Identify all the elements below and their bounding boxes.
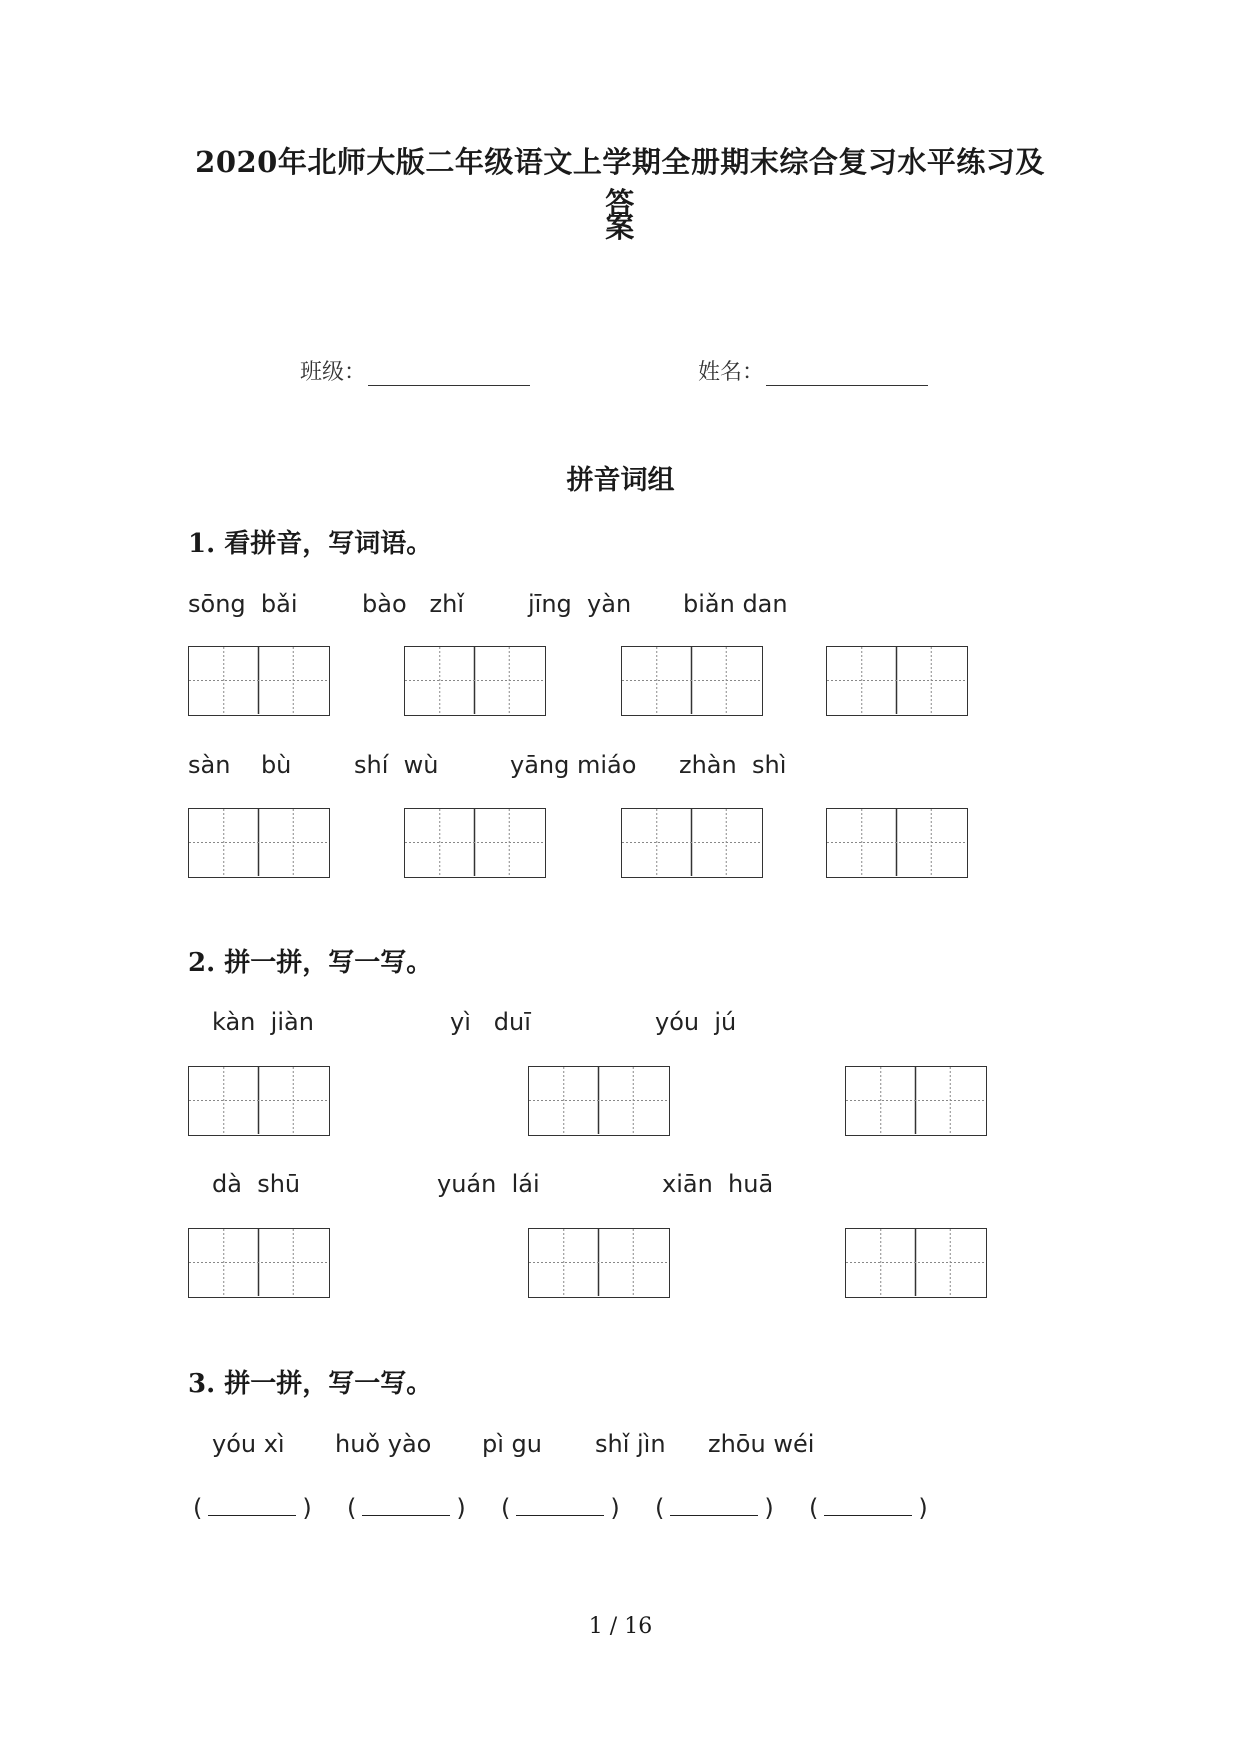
writing-box[interactable] <box>188 646 330 716</box>
name-blank[interactable] <box>766 363 928 386</box>
pinyin-q1-r2-2: shí wù <box>354 751 439 779</box>
writing-box[interactable] <box>404 808 546 878</box>
document-title-line1: 2020年北师大版二年级语文上学期全册期末综合复习水平练习及答 <box>195 145 1045 220</box>
tianzige-grid <box>846 1229 985 1296</box>
question-2-title: 2. 拼一拼，写一写。 <box>188 948 433 978</box>
pinyin-q2-r2-3: xiān huā <box>662 1170 774 1198</box>
answer-blank[interactable]: ( ) <box>655 1494 774 1522</box>
question-3-title: 3. 拼一拼，写一写。 <box>188 1369 433 1399</box>
writing-box[interactable] <box>188 808 330 878</box>
writing-box[interactable] <box>826 646 968 716</box>
tianzige-grid <box>405 647 544 714</box>
pinyin-q1-r1-4: biǎn dan <box>683 590 788 618</box>
tianzige-grid <box>529 1067 668 1134</box>
tianzige-grid <box>189 1229 328 1296</box>
name-label: 姓名： <box>698 360 765 385</box>
writing-box[interactable] <box>188 1066 330 1136</box>
pinyin-q1-r1-2: bào zhǐ <box>362 590 464 618</box>
document-title-line2: 案 <box>605 210 635 244</box>
pinyin-q3-4: shǐ jìn <box>595 1430 666 1458</box>
tianzige-grid <box>622 647 761 714</box>
pinyin-q1-r2-4: zhàn shì <box>679 751 787 779</box>
class-field[interactable] <box>300 355 530 386</box>
pinyin-q1-r1-1: sōng bǎi <box>188 590 298 618</box>
writing-box[interactable] <box>845 1066 987 1136</box>
pinyin-q3-5: zhōu wéi <box>708 1430 815 1458</box>
pinyin-q1-r2-1: sàn bù <box>188 751 292 779</box>
answer-blank[interactable]: ( ) <box>347 1494 466 1522</box>
class-label: 班级： <box>300 360 367 385</box>
writing-box[interactable] <box>404 646 546 716</box>
tianzige-grid <box>189 809 328 876</box>
pinyin-q2-r2-1: dà shū <box>212 1170 301 1198</box>
tianzige-grid <box>846 1067 985 1134</box>
pinyin-q3-2: huǒ yào <box>335 1430 432 1458</box>
tianzige-grid <box>405 809 544 876</box>
pinyin-q2-r2-2: yuán lái <box>437 1170 540 1198</box>
writing-box[interactable] <box>621 808 763 878</box>
tianzige-grid <box>189 1067 328 1134</box>
writing-box[interactable] <box>621 646 763 716</box>
pinyin-q2-r1-3: yóu jú <box>655 1008 737 1036</box>
pinyin-q3-3: pì gu <box>482 1430 542 1458</box>
tianzige-grid <box>529 1229 668 1296</box>
question-1-title: 1. 看拼音，写词语。 <box>188 529 433 559</box>
tianzige-grid <box>827 809 966 876</box>
class-blank[interactable] <box>368 363 530 386</box>
answer-blank[interactable]: ( ) <box>501 1494 620 1522</box>
page-number: 1 / 16 <box>588 1614 653 1639</box>
answer-blank[interactable]: ( ) <box>193 1494 312 1522</box>
name-field[interactable] <box>698 355 928 386</box>
section-title: 拼音词组 <box>566 465 675 496</box>
pinyin-q2-r1-1: kàn jiàn <box>212 1008 314 1036</box>
pinyin-q2-r1-2: yì duī <box>450 1008 531 1036</box>
writing-box[interactable] <box>845 1228 987 1298</box>
pinyin-q3-1: yóu xì <box>212 1430 285 1458</box>
writing-box[interactable] <box>528 1228 670 1298</box>
writing-box[interactable] <box>826 808 968 878</box>
writing-box[interactable] <box>528 1066 670 1136</box>
answer-blank[interactable]: ( ) <box>809 1494 928 1522</box>
tianzige-grid <box>622 809 761 876</box>
writing-box[interactable] <box>188 1228 330 1298</box>
tianzige-grid <box>189 647 328 714</box>
tianzige-grid <box>827 647 966 714</box>
pinyin-q1-r2-3: yāng miáo <box>510 751 637 779</box>
pinyin-q1-r1-3: jīng yàn <box>528 590 632 618</box>
